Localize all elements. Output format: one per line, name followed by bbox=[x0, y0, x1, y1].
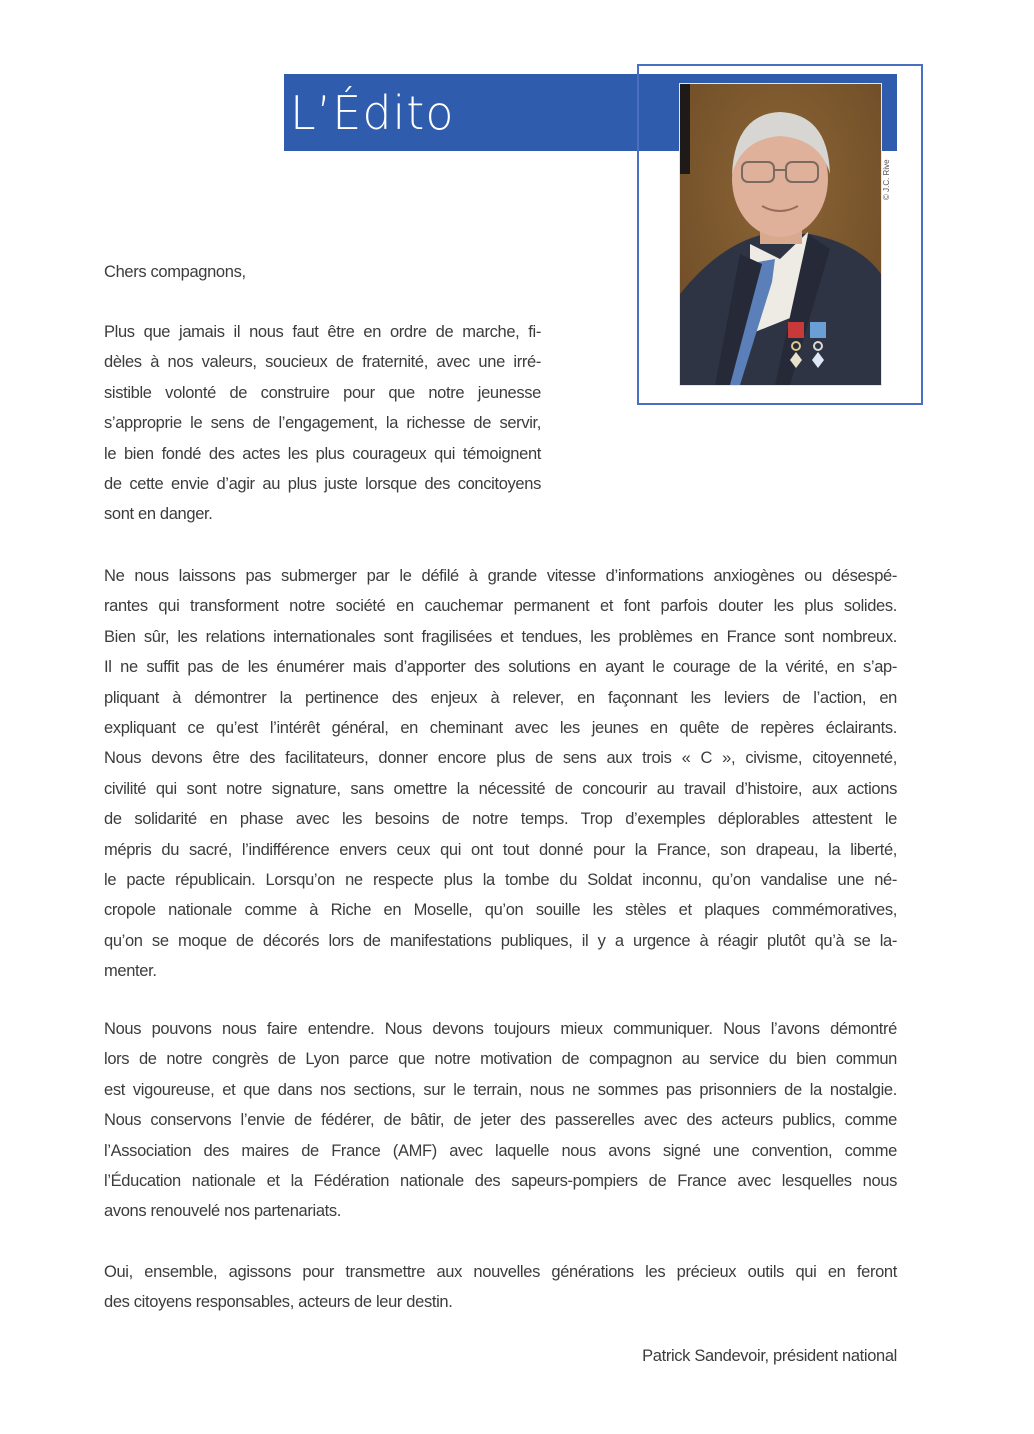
text-line: qu’on se moque de décorés lors de manifestations publiques, il y a urgence à réagir plutôt qu’à se la- bbox=[104, 931, 897, 950]
text-line: s’approprie le sens de l’engagement, la richesse de servir, bbox=[104, 414, 541, 433]
text-line: pliquant à démontrer la pertinence des enjeux à relever, en façonnant les leviers de l’action, en bbox=[104, 688, 897, 707]
text-line: Nous conservons l’envie de fédérer, de bâtir, de jeter des passerelles avec des acteurs publics, comme bbox=[104, 1111, 897, 1130]
paragraph-2 bbox=[104, 561, 897, 986]
text-line: de solidarité en phase avec les besoins de notre temps. Trop d’exemples déplorables attestent le bbox=[104, 810, 897, 829]
text-line: expliquant ce qu’est l’intérêt général, en cheminant avec les jeunes en quête de repères éclairants. bbox=[104, 718, 897, 737]
text-line: rantes qui transforment notre société en cauchemar permanent et font parfois douter les plus solides. bbox=[104, 597, 897, 616]
text-line: Nous devons être des facilitateurs, donner encore plus de sens aux trois « C », civisme, citoyenneté, bbox=[104, 749, 897, 768]
author-photo bbox=[679, 83, 882, 386]
text-line: des citoyens responsables, acteurs de leur destin. bbox=[104, 1293, 453, 1312]
text-line: dèles à nos valeurs, soucieux de fraternité, avec une irré- bbox=[104, 353, 541, 372]
text-line: l’Association des maires de France (AMF) avec laquelle nous avons signé une convention, comme bbox=[104, 1141, 897, 1160]
text-line: Bien sûr, les relations internationales sont fragilisées et tendues, les problèmes en France sont nombreux. bbox=[104, 627, 897, 646]
text-line: l’Éducation nationale et la Fédération nationale des sapeurs-pompiers de France avec lesquelles nous bbox=[104, 1171, 897, 1190]
text-line: Nous pouvons nous faire entendre. Nous devons toujours mieux communiquer. Nous l’avons démontré bbox=[104, 1020, 897, 1038]
text-line: cropole nationale comme à Riche en Moselle, qu’on souille les stèles et plaques commémoratives, bbox=[104, 901, 897, 920]
text-line: Oui, ensemble, agissons pour transmettre aux nouvelles générations les précieux outils qui en feront bbox=[104, 1263, 897, 1281]
text-line: Ne nous laissons pas submerger par le défilé à grande vitesse d’informations anxiogènes ou désespé- bbox=[104, 567, 897, 585]
paragraph-1 bbox=[104, 317, 541, 530]
text-line: est vigoureuse, et que dans nos sections, sur le terrain, nous ne sommes pas prisonniers de la nostalgie. bbox=[104, 1080, 897, 1099]
text-line: civilité qui sont notre signature, sans omettre la nécessité de concourir au travail d’histoire, aux actions bbox=[104, 779, 897, 798]
page-title: L’Édito bbox=[290, 86, 455, 140]
text-line: Plus que jamais il nous faut être en ordre de marche, fi- bbox=[104, 323, 541, 341]
text-line: menter. bbox=[104, 962, 157, 981]
portrait-illustration bbox=[680, 84, 881, 385]
text-line: sont en danger. bbox=[104, 505, 213, 524]
text-line: avons renouvelé nos partenariats. bbox=[104, 1202, 342, 1221]
text-line: de cette envie d’agir au plus juste lorsque des concitoyens bbox=[104, 474, 541, 493]
photo-credit: © J.C. Rive bbox=[882, 159, 891, 200]
text-line: Il ne suffit pas de les énumérer mais d’apporter des solutions en ayant le courage de la vérité, en s’ap- bbox=[104, 658, 897, 677]
text-line: mépris du sacré, l’indifférence envers ceux qui ont tout donné pour la France, son drapeau, la liberté, bbox=[104, 840, 897, 859]
text-line: le bien fondé des actes les plus courageux qui témoignent bbox=[104, 444, 541, 463]
paragraph-4 bbox=[104, 1257, 897, 1318]
text-line: sistible volonté de construire pour que notre jeunesse bbox=[104, 383, 541, 402]
paragraph-3 bbox=[104, 1014, 897, 1227]
salutation-text: Chers compagnons, bbox=[104, 263, 246, 281]
text-line: le pacte républicain. Lorsqu’on ne respecte plus la tombe du Soldat inconnu, qu’on vandalise une né- bbox=[104, 870, 897, 889]
text-line: lors de notre congrès de Lyon parce que notre motivation de compagnon au service du bien commun bbox=[104, 1050, 897, 1069]
signature: Patrick Sandevoir, président national bbox=[642, 1347, 897, 1365]
salutation bbox=[104, 257, 541, 287]
